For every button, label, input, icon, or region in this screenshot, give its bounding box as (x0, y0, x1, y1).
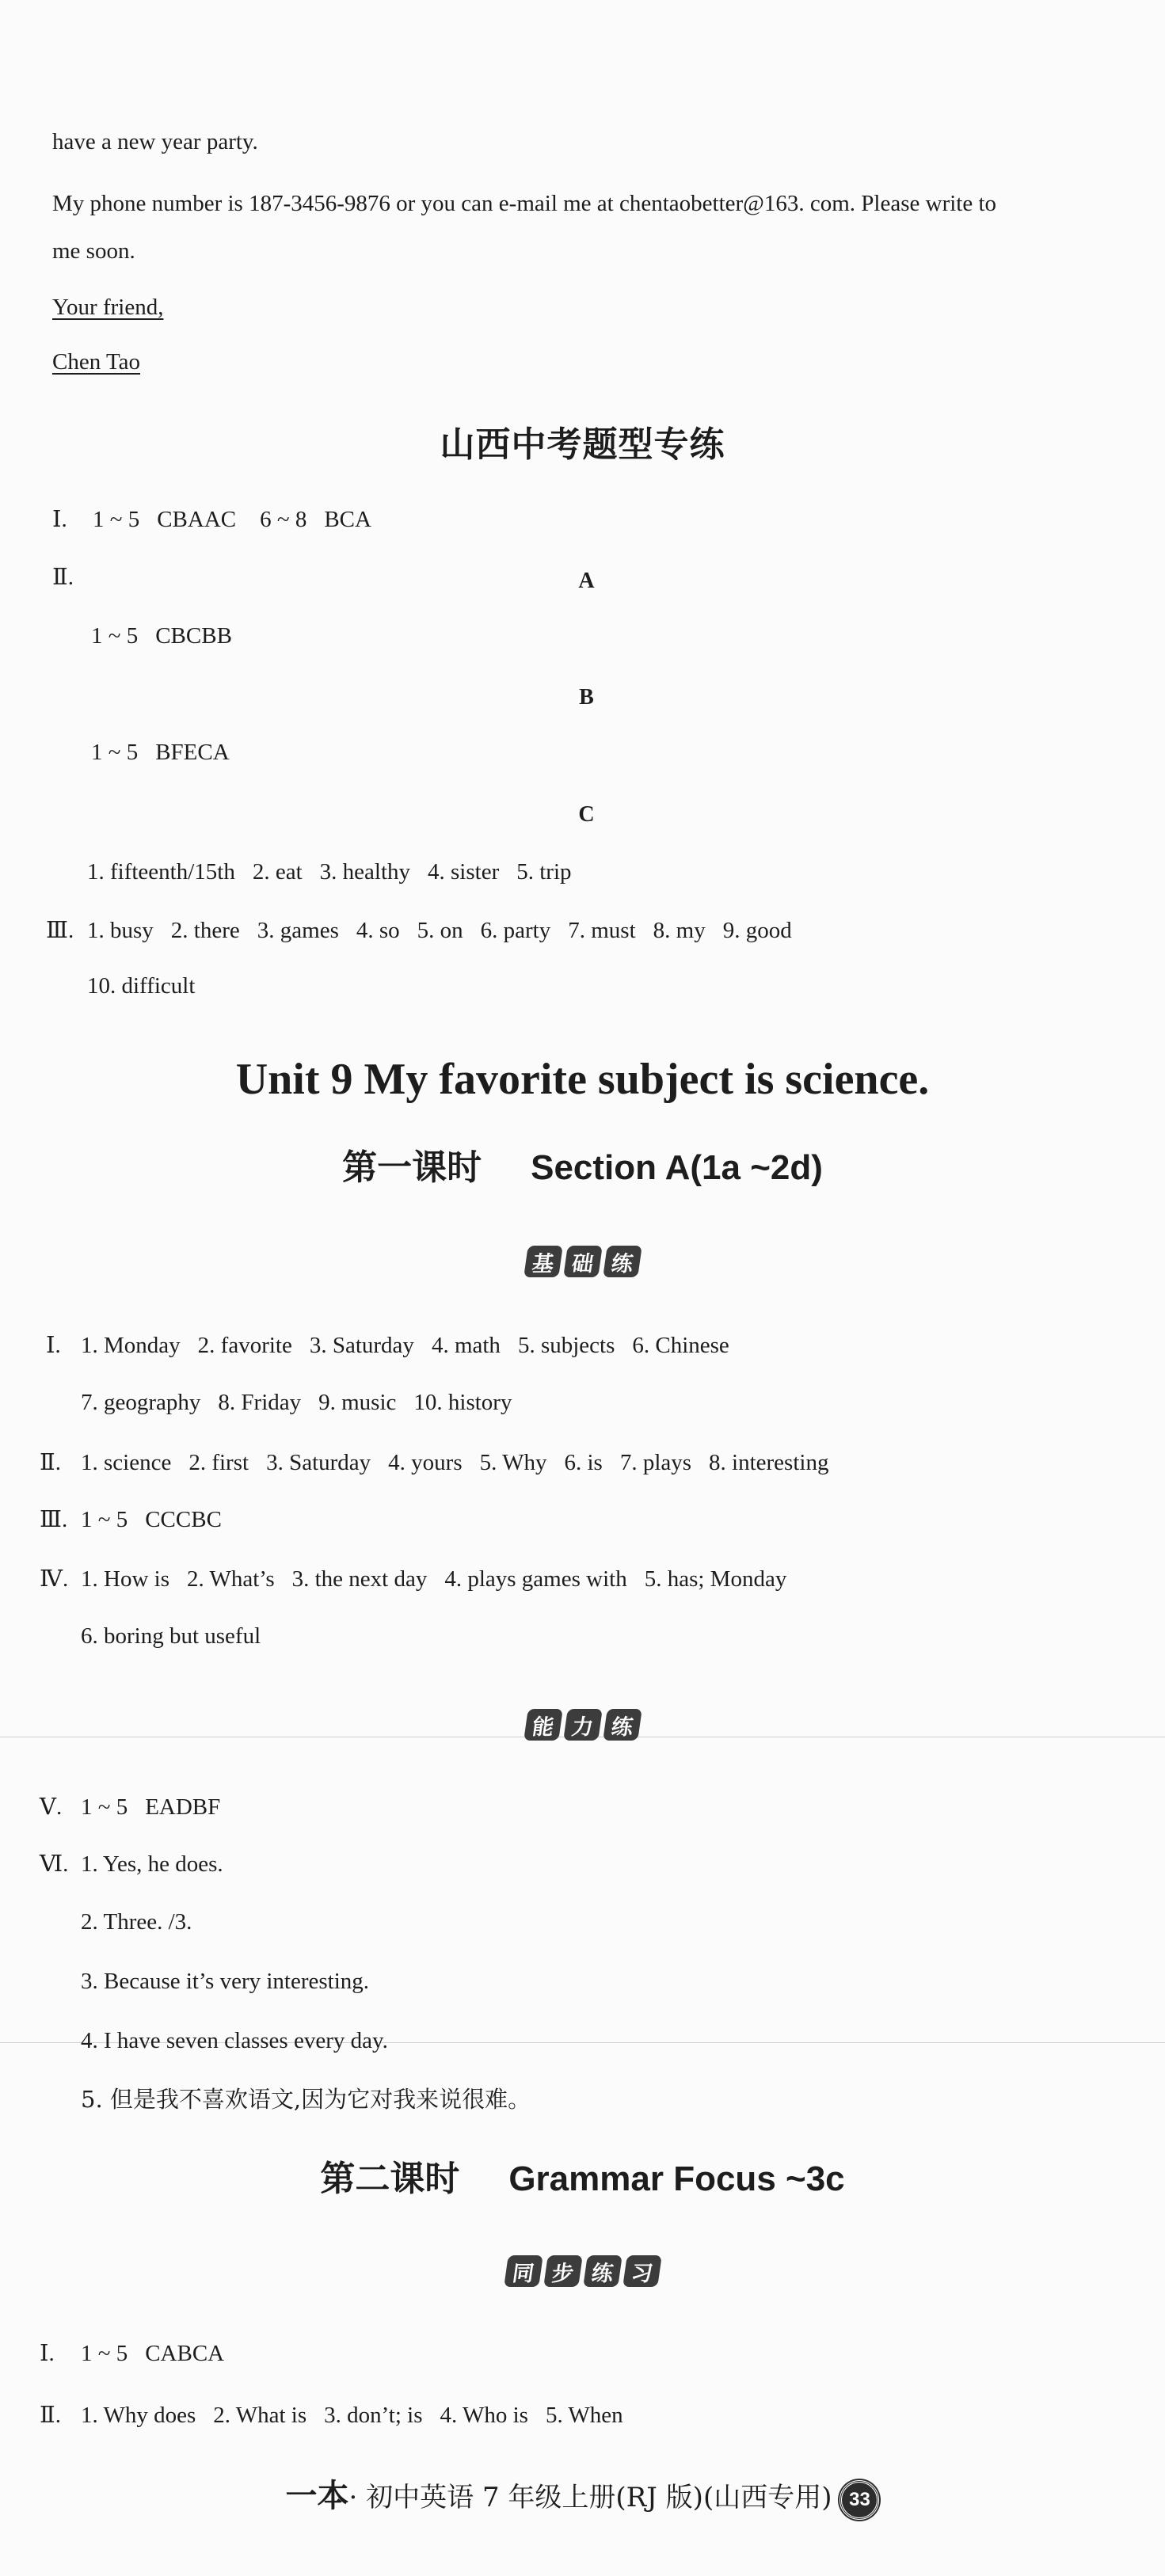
answer-items: 7. geography 8. Friday 9. music 10. history (81, 1390, 512, 1415)
lesson-1-en: Section A(1a ~2d) (531, 1148, 823, 1187)
answer-items: 1 ~ 5 CCCBC (81, 1507, 222, 1532)
footer-brand: 一本 (285, 2477, 349, 2514)
roman-numeral: Ⅵ. (40, 1851, 69, 1877)
answer-items: 1 ~ 5 CBCBB (91, 623, 232, 649)
roman-numeral: Ⅰ. (52, 507, 67, 532)
page-number: 33 (839, 2480, 879, 2520)
roman-numeral: Ⅴ. (40, 1794, 63, 1820)
answer-items: 1. Monday 2. favorite 3. Saturday 4. math 5. subjects 6. Chinese (81, 1333, 729, 1358)
letter-closing: Your friend, (52, 295, 164, 320)
letter-line-3: me soon. (52, 238, 135, 264)
roman-numeral: Ⅱ. (40, 2403, 61, 2428)
letter-line-2: My phone number is 187-3456-9876 or you can e-mail me at chentaobetter@163. com. Please write to (52, 191, 997, 216)
answer-items: 1. Why does 2. What is 3. don’t; is 4. Who is 5. When (81, 2403, 623, 2428)
subsection-label-a: A (578, 569, 595, 593)
lesson-1-title (0, 1147, 1165, 1188)
footer-text: · 初中英语 7 年级上册(RJ 版)(山西专用) (348, 2482, 832, 2513)
roman-numeral: Ⅰ. (46, 1333, 61, 1358)
answer-items: 6. boring but useful (81, 1623, 261, 1649)
roman-numeral: Ⅱ. (40, 1450, 61, 1475)
unit-title: Unit 9 My favorite subject is science. (235, 1055, 930, 1104)
subsection-label-b: B (579, 685, 594, 710)
answer-items: 1. Yes, he does. (81, 1851, 223, 1877)
roman-numeral: Ⅱ. (52, 565, 74, 590)
answer-items: 3. Because it’s very interesting. (81, 1969, 370, 1994)
roman-numeral: Ⅳ. (40, 1566, 69, 1592)
roman-numeral: Ⅰ. (40, 2341, 55, 2366)
badge-ability-practice: 能 力 练 (0, 1709, 1165, 1741)
answer-items: 1. How is 2. What’s 3. the next day 4. plays games with 5. has; Monday (81, 1566, 787, 1592)
lesson-1-zh: 第一课时 (342, 1147, 482, 1188)
lesson-2-zh: 第二课时 (320, 2159, 460, 2199)
answer-items: 1 ~ 5 EADBF (81, 1794, 221, 1820)
page-footer (0, 2477, 1165, 2520)
answer-items: 1. science 2. first 3. Saturday 4. yours 5. Why 6. is 7. plays 8. interesting (81, 1450, 829, 1475)
answer-items: 1. fifteenth/15th 2. eat 3. healthy 4. sister 5. trip (87, 859, 572, 885)
subsection-label-c: C (578, 802, 595, 827)
answer-items: 1 ~ 5 CABCA (81, 2341, 225, 2366)
roman-numeral: Ⅲ. (40, 1507, 68, 1532)
lesson-2-en: Grammar Focus ~3c (508, 2159, 845, 2198)
badge-sync-practice: 同 步 练 习 (0, 2255, 1165, 2287)
answer-items: 2. Three. /3. (81, 1909, 192, 1935)
answer-items: 1 ~ 5 CBAAC 6 ~ 8 BCA (93, 507, 371, 532)
answer-items: 1 ~ 5 BFECA (91, 740, 230, 765)
badge-basic-practice: 基 础 练 (0, 1246, 1165, 1277)
letter-signature: Chen Tao (52, 349, 141, 375)
answer-items: 1. busy 2. there 3. games 4. so 5. on 6. party 7. must 8. my 9. good (87, 918, 792, 943)
letter-line-1: have a new year party. (52, 129, 258, 154)
lesson-2-title (0, 2159, 1165, 2199)
answer-items: 4. I have seven classes every day. (81, 2028, 388, 2053)
roman-numeral: Ⅲ. (46, 918, 74, 943)
answer-items: 5. 但是我不喜欢语文,因为它对我来说很难。 (81, 2086, 531, 2113)
answer-items: 10. difficult (87, 973, 196, 999)
section-title: 山西中考题型专练 (440, 424, 725, 465)
